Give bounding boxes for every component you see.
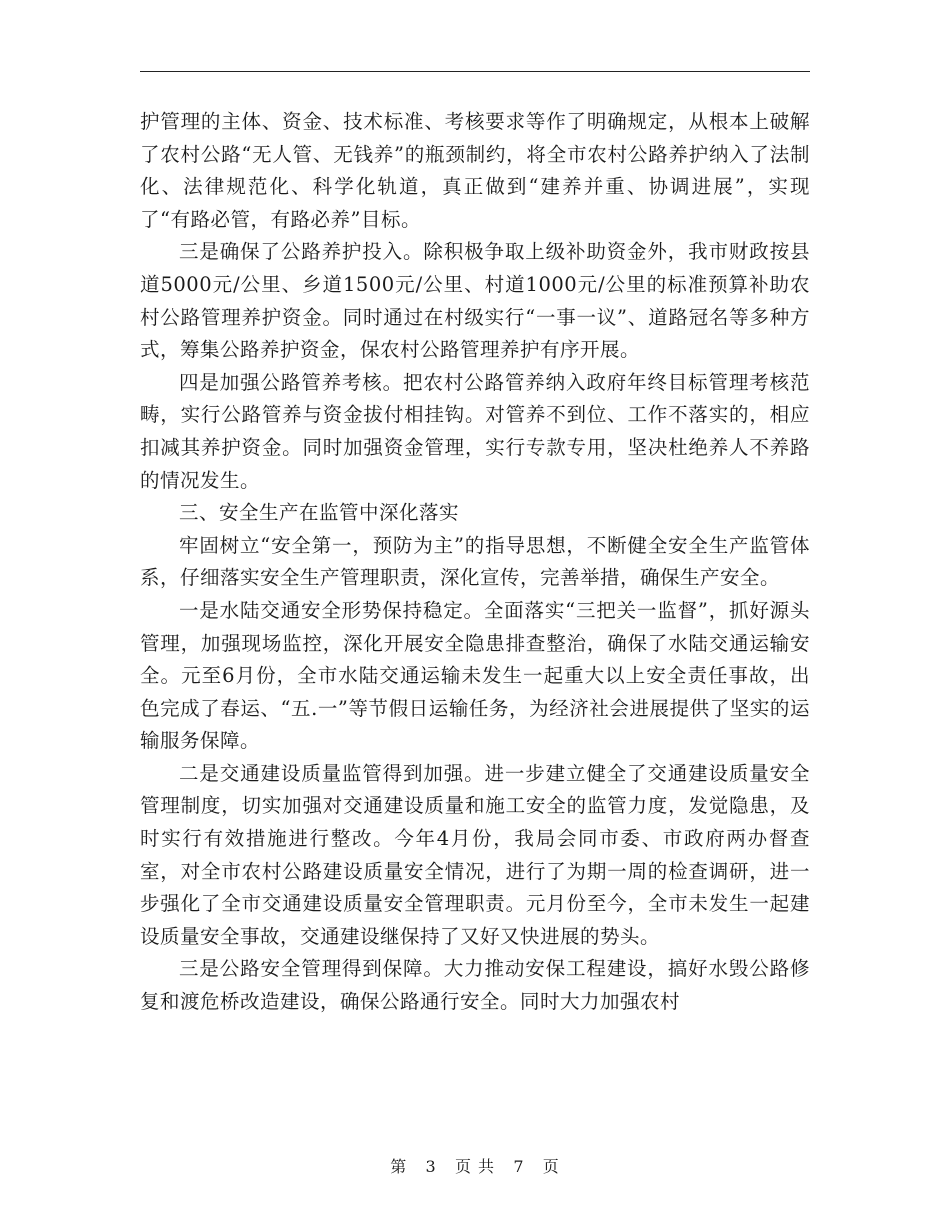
page-footer xyxy=(0,1154,950,1177)
document-body xyxy=(140,106,810,1019)
current-page-number: 3 xyxy=(425,1157,437,1176)
paragraph-1: 护管理的主体、资金、技术标准、考核要求等作了明确规定，从根本上破解了农村公路“无人管、无钱养”的瓶颈制约，将全市农村公路养护纳入了法制化、法律规范化、科学化轨道，真正做到“建养并重、协调进展”，实现了“有路必管，有路必养”目标。 xyxy=(140,110,810,231)
paragraph-3: 四是加强公路管养考核。把农村公路管养纳入政府年终目标管理考核范畴，实行公路管养与资金拔付相挂钩。对管养不到位、工作不落实的，相应扣减其养护资金。同时加强资金管理，实行专款专用，坚决杜绝养人不养路的情况发生。 xyxy=(140,370,810,492)
section-heading: 三、安全生产在监管中深化落实 xyxy=(179,501,460,525)
paragraph-4: 牢固树立“安全第一，预防为主”的指导思想，不断健全安全生产监管体系，仔细落实安全生产管理职责，深化宣传，完善举措，确保生产安全。 xyxy=(140,533,810,590)
footer-middle: 页 共 xyxy=(454,1157,496,1176)
paragraph-7: 三是公路安全管理得到保障。大力推动安保工程建设，搞好水毁公路修复和渡危桥改造建设，确保公路通行安全。同时大力加强农村 xyxy=(140,957,810,1014)
paragraph-6: 二是交通建设质量监管得到加强。进一步建立健全了交通建设质量安全管理制度，切实加强对交通建设质量和施工安全的监管力度，发觉隐患，及时实行有效措施进行整改。今年4月份，我局会同市委、市政府两办督查室，对全市农村公路建设质量安全情况，进行了为期一周的检查调研，进一步强化了全市交通建设质量安全管理职责。元月份至今，全市未发生一起建设质量安全事故，交通建设继保持了又好又快进展的势头。 xyxy=(140,761,810,948)
header-rule xyxy=(140,71,810,72)
total-pages: 7 xyxy=(513,1157,525,1176)
footer-prefix: 第 xyxy=(390,1157,408,1176)
paragraph-2: 三是确保了公路养护投入。除积极争取上级补助资金外，我市财政按县道5000元/公里、乡道1500元/公里、村道1000元/公里的标准预算补助农村公路管理养护资金。同时通过在村级实行“一事一议”、道路冠名等多种方式，筹集公路养护资金，保农村公路管理养护有序开展。 xyxy=(140,240,810,362)
footer-suffix: 页 xyxy=(542,1157,560,1176)
paragraph-5: 一是水陆交通安全形势保持稳定。全面落实“三把关一监督”，抓好源头管理，加强现场监控，深化开展安全隐患排查整治，确保了水陆交通运输安全。元至6月份，全市水陆交通运输未发生一起重大以上安全责任事故，出色完成了春运、“五.一”等节假日运输任务，为经济社会进展提供了坚实的运输服务保障。 xyxy=(140,598,810,753)
